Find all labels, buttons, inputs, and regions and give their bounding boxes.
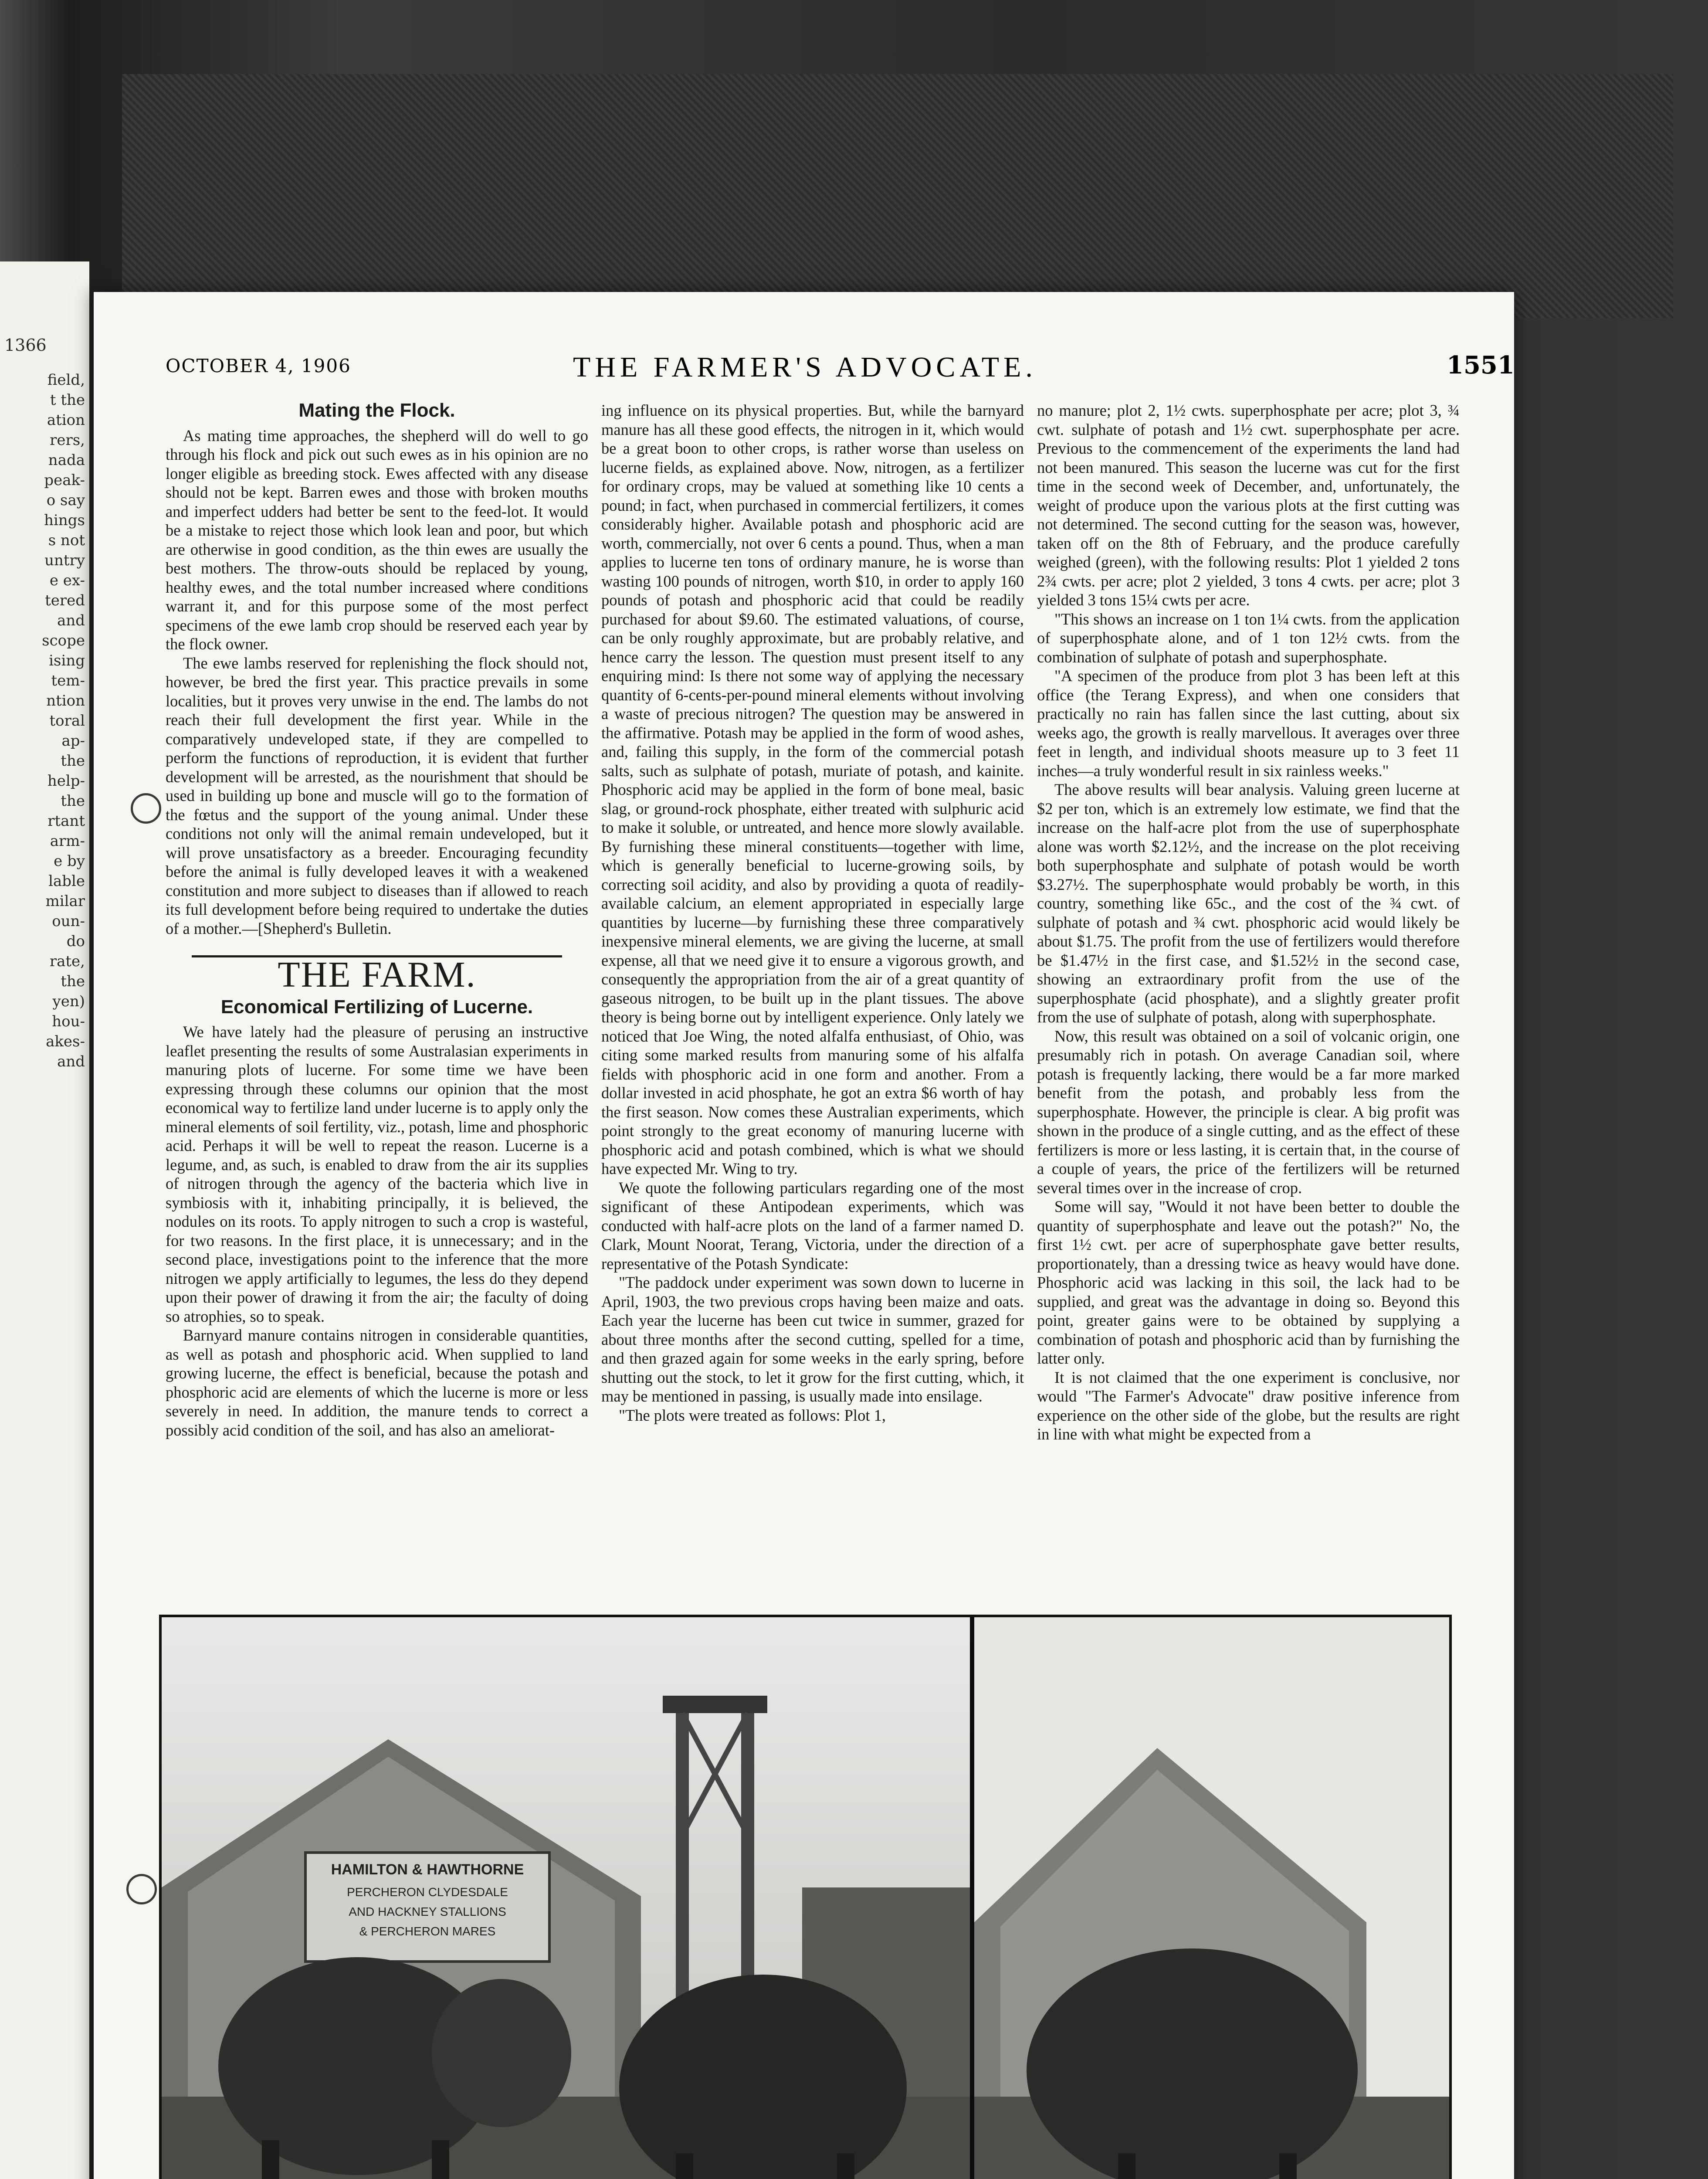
binding-hole — [126, 1874, 157, 1904]
fragment-line: lable — [48, 872, 85, 890]
paragraph: ing influence on its physical properties. But, while the barnyard manure has all these good effects, the nitrogen in it, which would be a great boon to other crops, is rather worse than useless on lucerne fields, as explained above. Now, nitrogen, as a fertilizer for ordinary crops, may be valued at something like 10 cents a pound; in fact, when purchased in commercial fertilizers, it comes considerably higher. Available potash and phosphoric acid are worth, commercially, not over 6 cents a pound. Thus, when a man applies to lucerne ten tons of ordinary manure, he is worse than wasting 100 pounds of nitrogen, worth $10, in order to apply 160 pounds of potash and phosphoric acid that could be readily purchased for about $9.60. The estimated valuations, of course, can be only roughly approximate, but are probably relative, and hence carry the lesson. The question must present itself to any enquiring mind: Is there not some way of applying the necessary quantity of 6-cents-per-pound mineral elements without involving a waste of precious nitrogen? The question may be answered in the affirmative. Potash may be applied in the form of wood ashes, and, failing this supply, in the form of the commercial potash salts, such as sulphate of potash, muriate of potash, and kainite. Phosphoric acid may be applied in the form of bone meal, basic slag, or ground-rock phosphate, either treated with sulphuric acid to make it soluble, or untreated, and hence more slowly available. By furnishing these mineral constituents—together with lime, which is generally beneficial to lucerne-growing soils, by correcting soil acidity, and also by providing a quota of readily-available calcium, an element appropriated in especially large quantities by lucerne—by furnishing these three comparatively inexpensive mineral elements, we are giving the lucerne, at small expense, all that we need give it to ensure a vigorous growth, and consequently the appropriation from the air of a great quantity of gaseous nitrogen, to be built up in the plant tissues. The above theory is being borne out by intelligent experience. Only lately we noticed that Joe Wing, the noted alfalfa enthusiast, of Ohio, was citing some marked results from manuring some of his alfalfa fields with phosphoric acid in one form and another. From a dollar invested in acid phosphate, he got an extra $6 worth of hay the first season. Now comes these Australian experiments, which point strongly to the great economy of manuring lucerne with phosphoric acid and potash combined, which is what we should have expected Mr. Wing to try. — [601, 401, 1024, 1178]
paragraph: "The plots were treated as follows: Plot 1, — [619, 1406, 886, 1424]
fragment-line: help- — [47, 772, 85, 790]
column-1 — [166, 401, 588, 1439]
fragment-line: field, — [47, 371, 85, 389]
fragment-line: o say — [46, 492, 85, 509]
fragment-line: toral — [49, 712, 85, 730]
newspaper-page — [94, 292, 1514, 2179]
masthead: THE FARMER'S ADVOCATE. — [573, 351, 1037, 383]
fragment-line: yen) — [52, 993, 85, 1010]
paragraph: We have lately had the pleasure of perusing an instructive leaflet presenting the results of some Australasian experiments in manuring plots of lucerne. For some time we have been expressing through these columns our opinion that the most economical way to fertilize land under lucerne is to apply only the mineral elements of soil fertility, viz., potash, lime and phosphoric acid. Perhaps it will be well to repeat the reason. Lucerne is a legume, and, as such, is enabled to draw from the air its supplies of nitrogen through the agency of the bacteria which live in symbiosis with it, inhabiting principally, it is believed, the nodules on its roots. To apply nitrogen to such a crop is wasteful, for two reasons. In the first place, it is unnecessary; and in the second place, investigations point to the inference that the more nitrogen we apply artificially to legumes, the less do they depend upon their power of drawing it from the air; the faculty of doing so atrophies, so to speak. — [166, 1023, 588, 1325]
photo-right-panel — [974, 1617, 1449, 2179]
section-title-the-farm — [166, 954, 588, 995]
paragraph: no manure; plot 2, 1½ cwts. superphosphate per acre; plot 3, ¾ cwt. sulphate of potash and 1½ cwt. superphosphate per acre. Previous to the commencement of the experiments the land had not been manured. This season the lucerne was cut for the first time in the second week of December, and, unfortunately, the weight of produce upon the various plots at the first cutting was not determined. The second cutting for the season was, however, taken off on the 8th of February, and the produce carefully weighed (green), with the following results: Plot 1 yielded 2 tons 2¾ cwts. per acre; plot 2 yielded, 3 tons 4 cwts. per acre; plot 3 yielded 3 tons 15¼ cwts per acre. — [1037, 401, 1460, 609]
fragment-line: oun- — [52, 913, 85, 930]
fragment-line: akes- — [46, 1033, 85, 1050]
fragment-line: tem- — [51, 672, 85, 689]
photo-divider — [970, 1617, 974, 2179]
paragraph: We quote the following particulars regarding one of the most significant of these Antipodean experiments, which was conducted with half-acre plots on the land of a farmer named D. Clark, Mount Noorat, Terang, Victoria, under the direction of a representative of the Potash Syndicate: — [601, 1178, 1024, 1273]
fragment-line: hings — [44, 512, 85, 529]
fragment-line: and — [57, 612, 85, 629]
sign-line: AND HACKNEY STALLIONS — [349, 1905, 506, 1918]
fragment-line: arm- — [50, 832, 85, 850]
paragraph: It is not claimed that the one experiment is conclusive, nor would "The Farmer's Advocate" draw positive inference from experience on the other side of the globe, but the results are right in line with what might be expected from a — [1037, 1368, 1460, 1443]
fragment-line: milar — [45, 893, 85, 910]
paragraph: Now, this result was obtained on a soil of volcanic origin, one presumably rich in potash. On average Canadian soil, where potash is frequently lacking, there would be a far more marked benefit from the potash, and probably less from the superphosphate. However, the principle is clear. A big profit was shown in the produce of a single cutting, and as the effect of these fertilizers is more or less lasting, it is certain that, in the course of a couple of years, the price of the fertilizers will be returned several times over in the increase of crop. — [1037, 1027, 1460, 1197]
fragment-line: ation — [47, 411, 85, 429]
scanner-bed-texture — [122, 74, 1673, 318]
fragment-line: the — [61, 973, 85, 990]
adjacent-page-fragment — [0, 261, 89, 2179]
column-3 — [1037, 401, 1460, 1444]
sign-line: & PERCHERON MARES — [359, 1924, 496, 1938]
paragraph: "A specimen of the produce from plot 3 has been left at this office (the Terang Express), and when one considers that practically no rain has fallen since the last cutting, about six weeks ago, the growth is really marvellous. It averages over three feet in length, and individual shoots measure up to 3 feet 11 inches—a truly wonderful result in six rainless weeks." — [1037, 667, 1460, 780]
paragraph: Some will say, "Would it not have been better to double the quantity of superphosphate and leave out the potash?" No, the first 1½ cwt. per acre of superphosphate gave better results, proportionately, than a dressing twice as heavy would have done. Phosphoric acid was lacking in this soil, the lack had to be supplied, and great was the advantage in doing so. Beyond this point, greater gains were to be obtained by supplying a combination of potash and phosphoric acid than by furnishing the latter only. — [1037, 1198, 1460, 1367]
column-2 — [601, 401, 1024, 1425]
fragment-line: do — [66, 933, 85, 950]
paragraph: "This shows an increase on 1 ton 1¼ cwts. from the application of superphosphate alone, and of 1 ton 12½ cwts. from the combination of sulphate of potash and superphosphate. — [1037, 610, 1460, 666]
paragraph: The ewe lambs reserved for replenishing the flock should not, however, be bred the first year. This practice prevails in some localities, but it proves very unwise in the end. The lambs do not reach their full development the first year. While in the comparatively undeveloped state, if they are compelled to perform the functions of reproduction, it is evident that further development will be arrested, as the nourishment that should be used in building up bone and muscle will go to the formation of the fœtus and the support of the young animal. Under these conditions not only will the animal remain undeveloped, but it will prove unsatisfactory as a breeder. Encouraging fecundity before the animal is fully developed leaves it with a weakened constitution and more subject to diseases than if allowed to reach its full development before being required to undertake the duties of a mother.—[Shepherd's Bulletin. — [166, 654, 588, 937]
fragment-line: ntion — [46, 692, 85, 709]
fragment-line: e ex- — [49, 572, 85, 589]
fragment-line: hou- — [52, 1013, 85, 1030]
article-heading-mating-flock: Mating the Flock. — [298, 400, 455, 421]
page-header — [166, 351, 1516, 386]
paragraph: "The paddock under experiment was sown down to lucerne in April, 1903, the two previous crops having been maize and oats. Each year the lucerne has been cut twice in summer, grazed for about three months after the second cutting, spelled for a time, and then grazed again for some weeks in the early spring, before shutting out the stock, to let it grow for the first cutting, which, it may be mentioned in passing, is usually made into ensilage. — [601, 1273, 1024, 1405]
sign-line: HAMILTON & HAWTHORNE — [331, 1861, 524, 1878]
fragment-line: e by — [54, 852, 85, 870]
fragment-line: the — [61, 792, 85, 810]
fragment-line: tered — [45, 592, 85, 609]
adjacent-page-number: 1366 — [4, 336, 47, 355]
fragment-line: s not — [48, 532, 85, 549]
fragment-line: scope — [42, 632, 85, 649]
article-heading-lucerne: Economical Fertilizing of Lucerne. — [220, 996, 533, 1018]
cattle-photograph — [159, 1615, 1452, 2179]
paragraph: The above results will bear analysis. Valuing green lucerne at $2 per ton, which is an extremely low estimate, we find that the increase on the half-acre plot from the use of superphosphate alone was worth $2.12½, and the increase on the plot receiving both superphosphate and sulphate of potash would be worth $3.27½. The superphosphate would probably be worth, in this country, something like 65c., and the cost of the ¾ cwt. of sulphate of potash and ¾ cwt. phosphoric acid would likely be about $1.75. The profit from the use of fertilizers would therefore be $1.47½ in the first case, and $1.52½ in the second case, showing an extraordinary profit from the use of the superphosphate (acid phosphate), and a slightly greater profit from the use of sulphate of potash, along with superphosphate. — [1037, 781, 1460, 1026]
issue-date: OCTOBER 4, 1906 — [166, 355, 351, 377]
fragment-line: the — [61, 752, 85, 770]
fragment-line: peak- — [44, 472, 85, 489]
fragment-line: and — [57, 1053, 85, 1070]
page-number: 1551 — [1447, 351, 1515, 380]
binding-hole — [131, 793, 161, 824]
fragment-line: untry — [44, 552, 85, 569]
paragraph: As mating time approaches, the shepherd will do well to go through his flock and pick out such ewes as in his opinion are no longer eligible as breeding stock. Ewes affected with any disease should not be kept. Barren ewes and those with broken mouths and imperfect udders had better be sent to the feed-lot. It would be a mistake to reject those which look lean and poor, but which are otherwise in good condition, as the thin ewes are usually the best mothers. The throw-outs should be replaced by young, healthy ewes, and the total number increased where conditions warrant it, and for this purpose some of the most perfect specimens of the ewe lamb crop should be reserved each year by the flock owner. — [166, 426, 588, 653]
photo-left-panel — [162, 1617, 970, 2179]
fragment-line: rtant — [47, 812, 85, 830]
paragraph: Barnyard manure contains nitrogen in considerable quantities, as well as potash and phosphoric acid. When supplied to land growing lucerne, the effect is beneficial, because the potash and phosphoric acid are elements of which the lucerne is more or less severely in need. In addition, the manure tends to correct a possibly acid condition of the soil, and has also an ameliorat- — [166, 1326, 588, 1439]
fragment-line: rate, — [49, 953, 85, 970]
fragment-line: nada — [48, 451, 85, 469]
section-title-text: THE FARM. — [278, 954, 476, 995]
fragment-line: ap- — [61, 732, 85, 750]
sign-line: PERCHERON CLYDESDALE — [347, 1885, 508, 1899]
fragment-line: t the — [50, 391, 85, 409]
fragment-line: ising — [49, 652, 85, 669]
fragment-line: rers, — [50, 431, 85, 449]
